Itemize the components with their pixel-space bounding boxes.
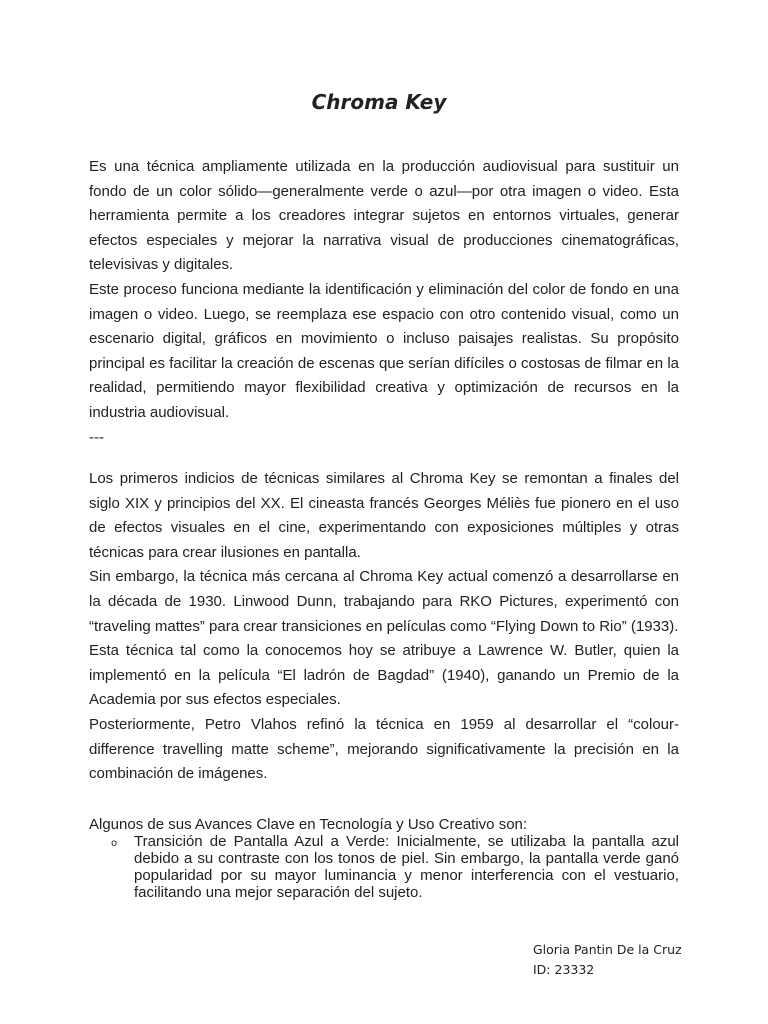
paragraph: Este proceso funciona mediante la identificación y eliminación del color de fondo en una imagen o video. Luego, se reemplaza ese espacio con otro contenido visual, como un escenario digital, gráficos en movimiento o incluso paisajes realistas. Su propósito principal es facilitar la creación de escenas que serían difíciles o costosas de filmar en la realidad, permitiendo mayor flexibilidad creativa y optimización de recursos en la industria audiovisual. xyxy=(89,280,679,421)
list-item xyxy=(89,833,679,901)
intro-section xyxy=(89,155,679,450)
paragraph: Sin embargo, la técnica más cercana al Chroma Key actual comenzó a desarrollarse en la década de 1930. Linwood Dunn, trabajando para RKO Pictures, experimentó con “traveling mattes” para crear transiciones en películas como “Flying Down to Rio” (1933). xyxy=(89,568,679,635)
paragraph: Esta técnica tal como la conocemos hoy se atribuye a Lawrence W. Butler, quien la implementó en la película “El ladrón de Bagdad” (1940), ganando un Premio de la Academia por sus efectos especiales. xyxy=(89,642,679,709)
separator-text: --- xyxy=(89,428,104,446)
list-intro: Algunos de sus Avances Clave en Tecnología y Uso Creativo son: xyxy=(89,816,528,833)
author-name: Gloria Pantin De la Cruz xyxy=(533,942,682,957)
advances-list xyxy=(89,833,689,901)
author-id: ID: 23332 xyxy=(533,962,595,977)
history-section xyxy=(89,467,679,787)
signature-block xyxy=(533,940,682,980)
document-title: Chroma Key xyxy=(311,90,447,114)
paragraph: Posteriormente, Petro Vlahos refinó la técnica en 1959 al desarrollar el “colour-difference travelling matte scheme”, mejorando significativamente la precisión en la combinación de imágenes. xyxy=(89,715,679,783)
bullet-circle-icon: o xyxy=(111,838,118,849)
paragraph: Los primeros indicios de técnicas similares al Chroma Key se remontan a finales del siglo XIX y principios del XX. El cineasta francés Georges Méliès fue pionero en el uso de efectos visuales en el cine, experimentando con exposiciones múltiples y otras técnicas para crear ilusiones en pantalla. xyxy=(89,470,679,561)
paragraph: Es una técnica ampliamente utilizada en la producción audiovisual para sustituir un fondo de un color sólido—generalmente verde o azul—por otra imagen o video. Esta herramienta permite a los creadores integrar sujetos en entornos virtuales, generar efectos especiales y mejorar la narrativa visual de producciones cinematográficas, televisivas y digitales. xyxy=(89,158,679,274)
list-item-text: Transición de Pantalla Azul a Verde: Inicialmente, se utilizaba la pantalla azul debido a su contraste con los tonos de piel. Sin embargo, la pantalla verde ganó popularidad por su mayor luminancia y menor interferencia con el vestuario, facilitando una mejor separación del sujeto. xyxy=(134,833,679,901)
